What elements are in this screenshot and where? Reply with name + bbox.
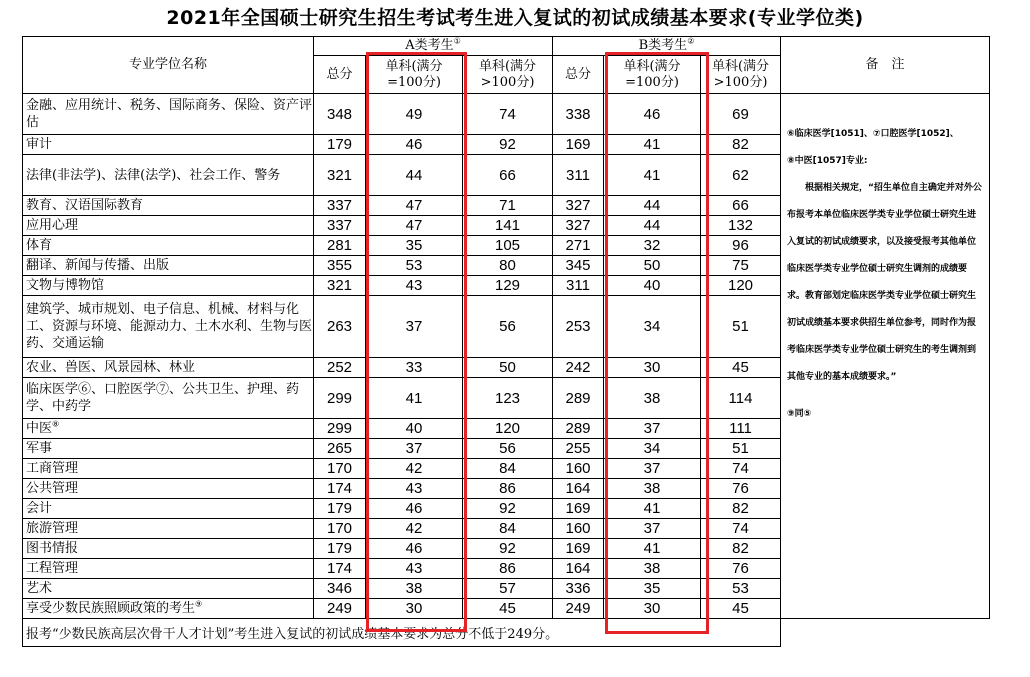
score-a-s100: 40	[366, 419, 463, 439]
header-group-a-mark: ①	[453, 36, 461, 46]
discipline-name-cell	[23, 378, 314, 419]
discipline-name: 审计	[26, 137, 53, 152]
score-b-s100: 41	[604, 155, 701, 196]
score-a-sgt: 92	[463, 499, 553, 519]
score-b-s100: 46	[604, 94, 701, 135]
score-b-s100: 32	[604, 236, 701, 256]
score-b-s100: 44	[604, 196, 701, 216]
score-b-sgt: 62	[701, 155, 781, 196]
score-b-sgt: 132	[701, 216, 781, 236]
score-a-sgt: 56	[463, 439, 553, 459]
discipline-name: 教育、汉语国际教育	[26, 198, 144, 213]
score-a-s100: 42	[366, 519, 463, 539]
discipline-name-cell	[23, 459, 314, 479]
discipline-name-cell	[23, 419, 314, 439]
score-a-sgt: 66	[463, 155, 553, 196]
score-b-sgt: 51	[701, 296, 781, 358]
discipline-name-cell	[23, 479, 314, 499]
discipline-name: 图书情报	[26, 541, 79, 556]
score-a-s100: 44	[366, 155, 463, 196]
discipline-name: 应用心理	[26, 218, 79, 233]
score-a-s100: 46	[366, 499, 463, 519]
score-b-s100: 40	[604, 276, 701, 296]
score-b-s100: 41	[604, 499, 701, 519]
remark-paragraph-2: ⑧中医[1057]专业:	[787, 156, 868, 166]
score-b-total: 311	[553, 155, 604, 196]
score-a-sgt: 123	[463, 378, 553, 419]
score-a-total: 179	[314, 135, 366, 155]
score-a-total: 337	[314, 196, 366, 216]
score-a-total: 252	[314, 358, 366, 378]
header-remarks: 备 注	[781, 37, 990, 94]
document-title: 2021年全国硕士研究生招生考试考生进入复试的初试成绩基本要求(专业学位类)	[166, 7, 864, 29]
discipline-name: 翻译、新闻与传播、出版	[26, 258, 170, 273]
score-a-sgt: 84	[463, 519, 553, 539]
discipline-name: 会计	[26, 501, 53, 516]
discipline-name: 农业、兽医、风景园林、林业	[26, 360, 196, 375]
score-b-sgt: 114	[701, 378, 781, 419]
header-b-single-gt100-line2: >100分)	[713, 74, 768, 90]
header-discipline-name: 专业学位名称	[23, 37, 314, 94]
remark-paragraph-3: 根据相关规定，“招生单位自主确定并对外公布报考本单位临床医学类专业学位硕士研究生进入复试的初试成绩要求，以及接受报考其他单位临床医学类专业学位硕士研究生调剂的成绩要求。教育部划定临床医学类专业学位硕士研究生初试成绩基本要求供招生单位参考，同时作为报考临床医学类专业学位硕士研究生的考生调剂到其他专业的基本成绩要求。”	[787, 183, 982, 382]
score-a-total: 355	[314, 256, 366, 276]
discipline-name: 体育	[26, 238, 53, 253]
score-b-total: 271	[553, 236, 604, 256]
discipline-name-cell	[23, 358, 314, 378]
score-b-sgt: 76	[701, 559, 781, 579]
score-a-total: 321	[314, 155, 366, 196]
score-b-s100: 44	[604, 216, 701, 236]
score-b-sgt: 75	[701, 256, 781, 276]
score-b-total: 242	[553, 358, 604, 378]
discipline-name-cell	[23, 216, 314, 236]
score-b-sgt: 82	[701, 135, 781, 155]
footnote-mark: ⑨	[195, 599, 203, 609]
score-a-s100: 37	[366, 296, 463, 358]
score-b-s100: 35	[604, 579, 701, 599]
score-a-total: 265	[314, 439, 366, 459]
score-b-sgt: 66	[701, 196, 781, 216]
score-a-s100: 42	[366, 459, 463, 479]
score-a-s100: 46	[366, 135, 463, 155]
header-a-single-gt100-line1: 单科(满分	[478, 58, 537, 74]
score-b-s100: 34	[604, 296, 701, 358]
header-b-total: 总分	[553, 56, 604, 94]
discipline-name: 工商管理	[26, 461, 79, 476]
score-a-total: 348	[314, 94, 366, 135]
score-a-sgt: 86	[463, 559, 553, 579]
score-b-sgt: 76	[701, 479, 781, 499]
discipline-name: 艺术	[26, 581, 53, 596]
discipline-name-cell	[23, 236, 314, 256]
discipline-name-cell	[23, 559, 314, 579]
discipline-name: 享受少数民族照顾政策的考生	[26, 601, 196, 616]
score-a-sgt: 92	[463, 135, 553, 155]
discipline-name: 文物与博物馆	[26, 278, 105, 293]
discipline-name: 公共管理	[26, 481, 79, 496]
score-a-s100: 33	[366, 358, 463, 378]
score-a-sgt: 80	[463, 256, 553, 276]
header-b-single-gt100-line1: 单科(满分	[711, 58, 770, 74]
header-group-b	[553, 37, 781, 56]
score-b-total: 169	[553, 135, 604, 155]
discipline-name-cell	[23, 296, 314, 358]
score-a-sgt: 141	[463, 216, 553, 236]
discipline-name-cell	[23, 276, 314, 296]
score-a-s100: 47	[366, 216, 463, 236]
discipline-name: 军事	[26, 441, 53, 456]
score-a-sgt: 105	[463, 236, 553, 256]
score-a-s100: 47	[366, 196, 463, 216]
header-group-b-label: B类考生	[638, 38, 688, 53]
score-a-sgt: 74	[463, 94, 553, 135]
score-b-total: 336	[553, 579, 604, 599]
discipline-name: 临床医学⑥、口腔医学⑦、公共卫生、护理、药学、中药学	[26, 382, 300, 414]
score-a-total: 170	[314, 519, 366, 539]
header-a-single-100	[366, 56, 463, 94]
header-b-single-100-line2: =100分)	[625, 74, 679, 90]
header-a-total: 总分	[314, 56, 366, 94]
score-a-s100: 43	[366, 479, 463, 499]
header-a-single-100-line2: =100分)	[387, 74, 441, 90]
discipline-name-cell	[23, 196, 314, 216]
score-b-sgt: 120	[701, 276, 781, 296]
discipline-name: 旅游管理	[26, 521, 79, 536]
score-b-s100: 34	[604, 439, 701, 459]
score-b-s100: 37	[604, 419, 701, 439]
score-a-total: 321	[314, 276, 366, 296]
score-b-s100: 37	[604, 459, 701, 479]
header-group-b-mark: ②	[687, 36, 695, 46]
score-b-total: 253	[553, 296, 604, 358]
score-a-sgt: 120	[463, 419, 553, 439]
score-a-sgt: 56	[463, 296, 553, 358]
score-b-s100: 50	[604, 256, 701, 276]
score-b-total: 160	[553, 519, 604, 539]
score-b-sgt: 74	[701, 459, 781, 479]
score-a-total: 299	[314, 419, 366, 439]
discipline-name-cell	[23, 499, 314, 519]
footer-note: 报考“少数民族高层次骨干人才计划”考生进入复试的初试成绩基本要求为总分不低于249分。	[23, 619, 781, 647]
discipline-name: 中医	[26, 421, 53, 436]
discipline-name: 工程管理	[26, 561, 79, 576]
score-a-sgt: 45	[463, 599, 553, 619]
discipline-name: 金融、应用统计、税务、国际商务、保险、资产评估	[26, 98, 313, 130]
score-a-s100: 38	[366, 579, 463, 599]
score-b-s100: 38	[604, 559, 701, 579]
score-b-sgt: 69	[701, 94, 781, 135]
discipline-name-cell	[23, 599, 314, 619]
header-group-a-label: A类考生	[405, 38, 454, 53]
score-b-total: 249	[553, 599, 604, 619]
discipline-name-cell	[23, 155, 314, 196]
score-a-total: 174	[314, 559, 366, 579]
score-a-s100: 53	[366, 256, 463, 276]
score-a-s100: 35	[366, 236, 463, 256]
score-b-s100: 37	[604, 519, 701, 539]
score-a-total: 170	[314, 459, 366, 479]
score-b-total: 164	[553, 479, 604, 499]
header-b-single-100	[604, 56, 701, 94]
score-b-total: 169	[553, 539, 604, 559]
score-a-s100: 30	[366, 599, 463, 619]
footnote-mark: ⑧	[52, 419, 60, 429]
discipline-name-cell	[23, 135, 314, 155]
score-b-total: 311	[553, 276, 604, 296]
score-b-s100: 30	[604, 599, 701, 619]
discipline-name-cell	[23, 439, 314, 459]
score-b-total: 345	[553, 256, 604, 276]
score-b-sgt: 111	[701, 419, 781, 439]
score-b-sgt: 51	[701, 439, 781, 459]
score-a-s100: 46	[366, 539, 463, 559]
score-b-sgt: 82	[701, 539, 781, 559]
score-b-total: 327	[553, 196, 604, 216]
score-a-s100: 43	[366, 559, 463, 579]
score-b-s100: 41	[604, 539, 701, 559]
header-b-single-100-line1: 单科(满分	[623, 58, 681, 74]
score-b-sgt: 74	[701, 519, 781, 539]
score-b-sgt: 96	[701, 236, 781, 256]
score-b-total: 164	[553, 559, 604, 579]
score-a-sgt: 50	[463, 358, 553, 378]
remarks-cell	[781, 94, 990, 619]
score-a-s100: 43	[366, 276, 463, 296]
score-a-sgt: 92	[463, 539, 553, 559]
header-group-a	[314, 37, 553, 56]
header-a-single-100-line1: 单科(满分	[385, 58, 443, 74]
discipline-name-cell	[23, 256, 314, 276]
score-a-total: 249	[314, 599, 366, 619]
score-b-total: 160	[553, 459, 604, 479]
score-a-total: 299	[314, 378, 366, 419]
score-b-total: 169	[553, 499, 604, 519]
discipline-name: 建筑学、城市规划、电子信息、机械、材料与化工、资源与环境、能源动力、土木水利、生物与医药、交通运输	[26, 302, 313, 351]
score-a-s100: 49	[366, 94, 463, 135]
score-a-sgt: 86	[463, 479, 553, 499]
score-b-s100: 30	[604, 358, 701, 378]
score-b-total: 327	[553, 216, 604, 236]
score-b-sgt: 53	[701, 579, 781, 599]
score-a-sgt: 71	[463, 196, 553, 216]
score-a-total: 179	[314, 539, 366, 559]
score-a-total: 337	[314, 216, 366, 236]
score-b-sgt: 45	[701, 599, 781, 619]
score-b-sgt: 82	[701, 499, 781, 519]
score-a-s100: 37	[366, 439, 463, 459]
score-b-total: 289	[553, 419, 604, 439]
discipline-name: 法律(非法学)、法律(法学)、社会工作、警务	[26, 167, 281, 183]
score-b-total: 255	[553, 439, 604, 459]
score-a-total: 263	[314, 296, 366, 358]
score-a-total: 346	[314, 579, 366, 599]
score-b-sgt: 45	[701, 358, 781, 378]
discipline-name-cell	[23, 94, 314, 135]
score-b-total: 289	[553, 378, 604, 419]
score-b-s100: 41	[604, 135, 701, 155]
score-b-total: 338	[553, 94, 604, 135]
remark-paragraph-1: ⑥临床医学[1051]、⑦口腔医学[1052]、	[787, 129, 959, 139]
score-a-total: 174	[314, 479, 366, 499]
score-a-s100: 41	[366, 378, 463, 419]
header-a-single-gt100-line2: >100分)	[480, 74, 535, 90]
score-b-s100: 38	[604, 479, 701, 499]
score-a-sgt: 57	[463, 579, 553, 599]
score-a-sgt: 129	[463, 276, 553, 296]
remark-paragraph-4: ⑨同⑤	[787, 409, 812, 419]
header-a-single-gt100	[463, 56, 553, 94]
table-body	[23, 94, 990, 619]
table-row	[23, 94, 990, 135]
discipline-name-cell	[23, 519, 314, 539]
discipline-name-cell	[23, 539, 314, 559]
score-b-s100: 38	[604, 378, 701, 419]
score-requirements-table	[22, 36, 990, 647]
discipline-name-cell	[23, 579, 314, 599]
score-a-sgt: 84	[463, 459, 553, 479]
score-a-total: 179	[314, 499, 366, 519]
header-b-single-gt100	[701, 56, 781, 94]
score-a-total: 281	[314, 236, 366, 256]
